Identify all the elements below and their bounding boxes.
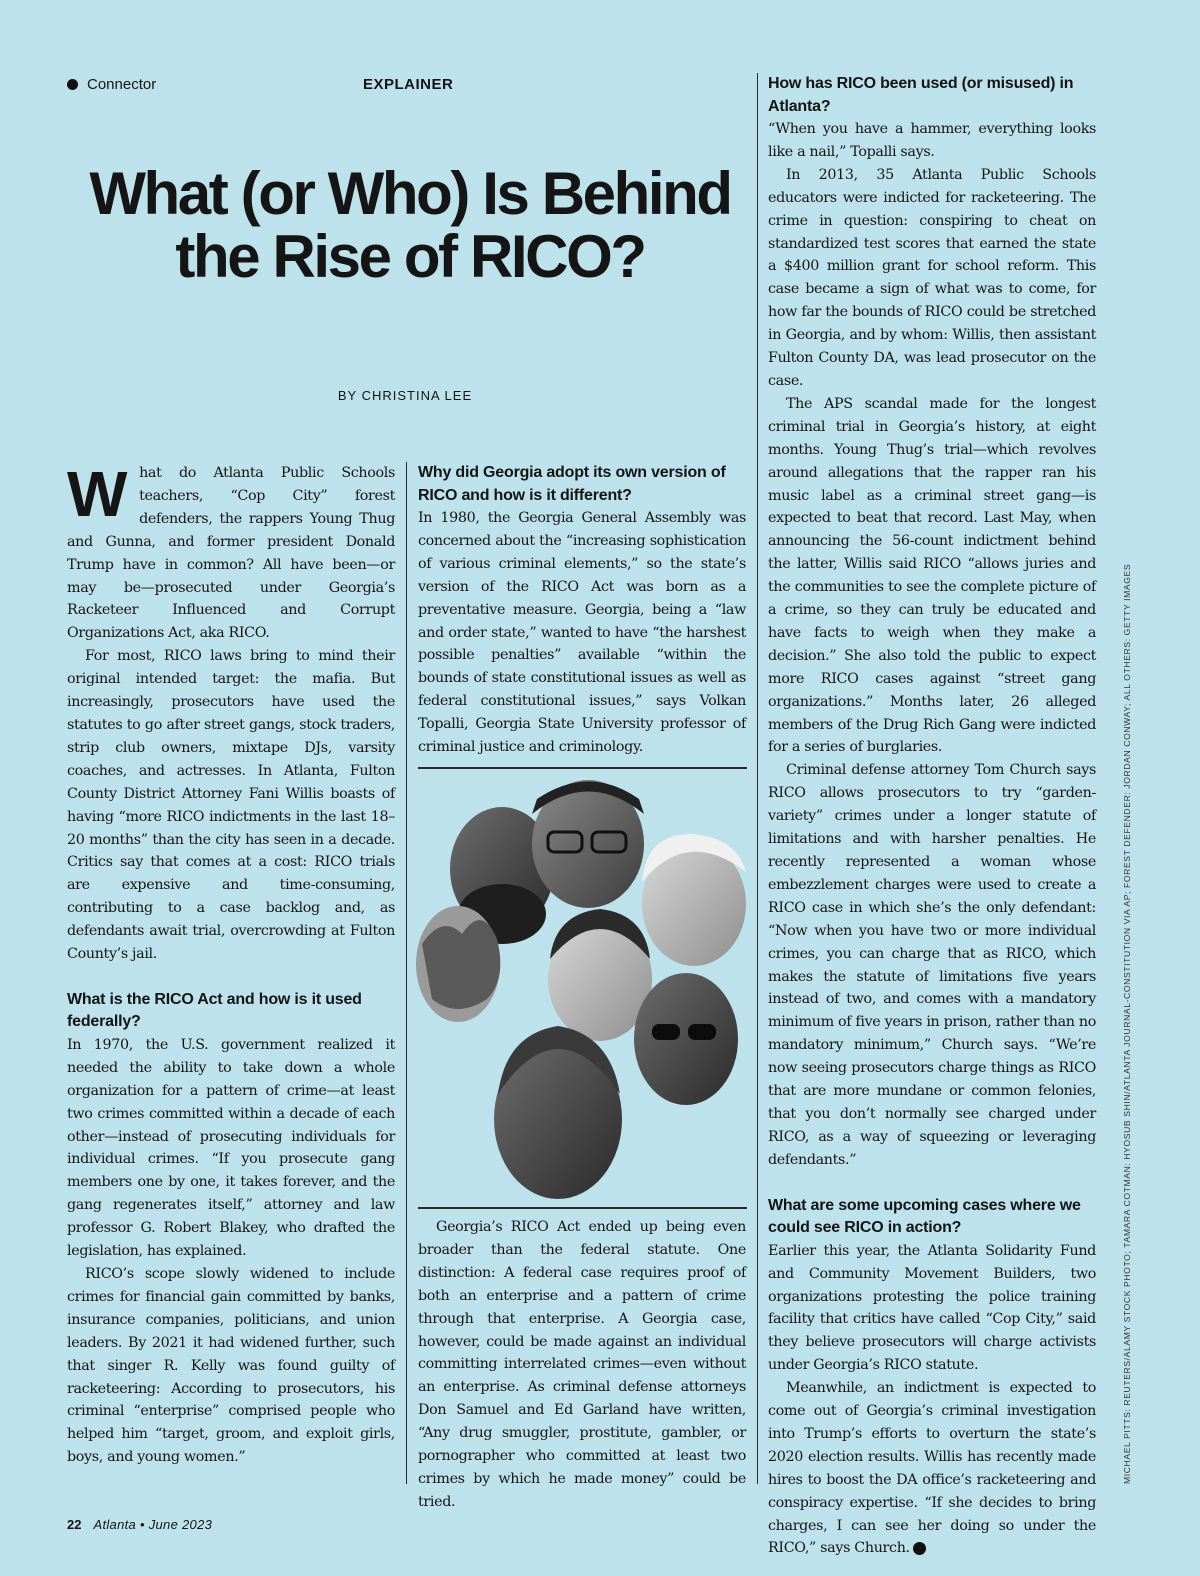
paragraph-text: Meanwhile, an indictment is expected to come out of Georgia’s criminal investigation into Trump’s efforts to overturn the state’s 2020 election results. Willis has recently made hires to boost the DA office’s racketeering and conspiracy expertise. “If she decides to bring charges, I can see her doing so under the RICO,” says Church. [768,1380,1096,1557]
portrait-young-thug [494,1026,622,1199]
portrait-trump [642,834,746,966]
paragraph: In 1980, the Georgia General Assembly was concerned about the “increasing sophistication of various criminal elements,” so the state’s version of the RICO Act was born as a preventative measure. Georgia, being a “law and order state,” wanted to have “the harshest possible penalties” available “within the bounds of state constitutional issues as well as federal constitutional issues,” says Volkan Topalli, Georgia State University professor of criminal justice and criminology. [418,510,746,756]
column-divider [406,462,407,1484]
atlanta-endmark-icon: A [913,1542,926,1555]
headline: What (or Who) Is Behind the Rise of RICO? [89,160,731,290]
page-number: 22 [67,1517,82,1532]
column-2-top [418,462,746,759]
folio [67,1517,212,1532]
portrait-forest-defender [416,906,500,1022]
paragraph: In 1970, the U.S. government realized it needed the ability to take down a whole organization for a pattern of crime—at least two crimes committed within a decade of each other—instead of prosecuting individuals for individual crimes. “If you prosecute gang members one by one, it takes forever, and the gang regenerates itself,” attorney and law professor G. Robert Blakey, who drafted the legislation, has explained. [67,1036,395,1260]
paragraph: The APS scandal made for the longest criminal trial in Georgia’s history, at eight months. Young Thug’s trial—which revolves around allegations that the rapper ran his music label as a criminal street gang—is expected to beat that record. Last May, when announcing the 56-count indictment behind the latter, Willis said RICO “allows juries and the communities to see the complete picture of a crime, so they can truly be educated and have facts to weigh when they make a decision.” She also told the public to expect more RICO cases against “street gang organizations.” Months later, 26 alleged members of the Drug Rich Gang were indicted for a series of burglaries. [768,395,1096,756]
portrait-woman-glasses [532,780,644,908]
paragraph: For most, RICO laws bring to mind their original intended target: the mafia. But increasingly, prosecutors have used the statutes to go after street gangs, stock traders, strip club owners, mixtape DJs, varsity coaches, and actresses. In Atlanta, Fulton County District Attorney Fani Willis boasts of having “more RICO indictments in the last 18–20 months” than the city has seen in a decade. Critics say that comes at a cost: RICO trials are expensive and time-consuming, contributing to a case backlog and, as defendants await trial, overcrowding at Fulton County’s jail. [67,648,395,963]
paragraph: hat do Atlanta Public Schools teachers, “Cop City” forest defenders, the rappers Young Thug and Gunna, and former president Donald Trump have in common? All have been—or may be—prosecuted under Georgia’s Racketeer Influenced and Corrupt Organizations Act, aka RICO. [67,465,395,642]
paragraph: Earlier this year, the Atlanta Solidarity Fund and Community Movement Builders, two organizations protesting the police training facility that critics have called “Cop City,” said they believe prosecutors will charge activists under Georgia’s RICO statute. [768,1242,1096,1374]
column-divider [757,73,758,1484]
drop-cap: W [67,458,128,530]
column-2-bottom [418,1216,746,1514]
section-name: Connector [87,76,157,93]
paragraph [768,1377,1096,1560]
portrait-rapper-sunglasses [634,973,738,1105]
paragraph: RICO’s scope slowly widened to include crimes for financial gain committed by banks, insurance companies, politicians, and union leaders. By 2021 it had widened further, such that singer R. Kelly was found guilty of racketeering: According to prosecutors, his criminal “enterprise” comprised people who helped him “target, groom, and exploit girls, boys, and young women.” [67,1266,395,1466]
subheading: Why did Georgia adopt its own version of RICO and how is it different? [418,464,726,504]
column-1 [67,458,395,1469]
photo-collage [410,774,755,1208]
paragraph: “When you have a hammer, everything looks like a nail,” Topalli says. [768,121,1096,160]
byline: BY CHRISTINA LEE [337,388,473,403]
subheading: What are some upcoming cases where we could see RICO in action? [768,1196,1081,1237]
subheading: What is the RICO Act and how is it used federally? [67,990,362,1031]
article-label: EXPLAINER [363,76,454,93]
paragraph: In 2013, 35 Atlanta Public Schools educators were indicted for racketeering. The crime in question: conspiring to cheat on standardized test scores that earned the state a $400 million grant for school reform. This case became a sign of what was to come, for how far the bounds of RICO could be stretched in Georgia, and by whom: Willis, then assistant Fulton County DA, was lead prosecutor on the case. [768,166,1096,389]
section-tag [67,76,156,93]
photo-credit: MICHAEL PITTS: REUTERS/ALAMY STOCK PHOTO; TAMARA COTMAN: HYOSUB SHIN/ATLANTA JOURNAL-CONSTITUTION VIA AP; FOREST DEFENDER: JORDAN CONWAY; ALL OTHERS: GETTY IMAGES [1122,563,1132,1484]
publication-date: Atlanta • June 2023 [93,1517,213,1532]
photo-top-rule [418,767,747,769]
photo-bottom-rule [418,1207,747,1209]
paragraph: Georgia’s RICO Act ended up being even broader than the federal statute. One distinction: A federal case requires proof of both an enterprise and a pattern of crime through that enterprise. A Georgia case, however, could be made against an individual committing interrelated crimes—even without an enterprise. As criminal defense attorneys Don Samuel and Ed Garland have written, “Any drug smuggler, prostitute, gambler, or pornographer who committed at least two crimes by which he made money” could be tried. [418,1219,746,1510]
column-3 [768,73,1096,1560]
subheading: How has RICO been used (or misused) in Atlanta? [768,75,1074,115]
paragraph: Criminal defense attorney Tom Church says RICO allows prosecutors to try “garden-variety” crimes under a longer statute of limitations and with harsher penalties. He recently represented a woman whose embezzlement charges were used to create a RICO case in which she’s the only defendant: “Now when you have two or more individual crimes, you can charge that as RICO, which makes the statute of limitations five years instead of two, and comes with a mandatory minimum of five years in prison, rather than no mandatory minimum,” Church says. “We’re now seeing prosecutors charge things as RICO that are more mundane or common felonies, that you don’t normally see charged under RICO, as a way of squeezing or leveraging defendants.” [768,762,1096,1168]
bullet-dot-icon [67,79,78,90]
